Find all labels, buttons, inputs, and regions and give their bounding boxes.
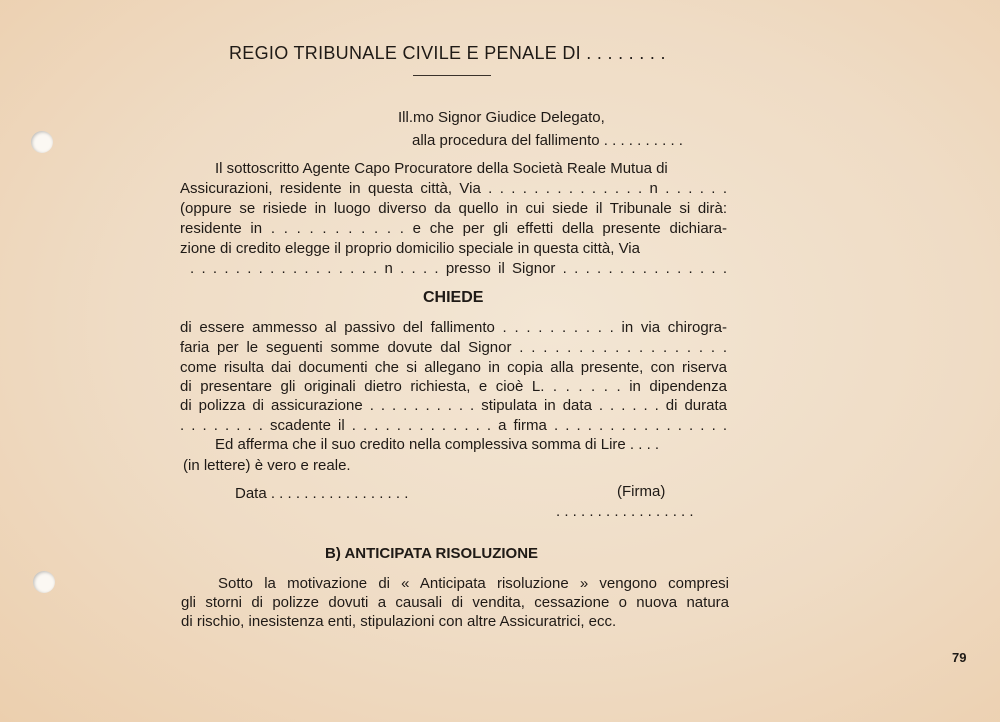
punch-hole-bottom <box>33 571 55 593</box>
punch-hole-top <box>31 131 53 153</box>
title-underline <box>413 75 491 76</box>
body2-line-6: . . . . . . . . scadente il . . . . . . . . . . . . . a firma . . . . . . . . . . . . . . . . <box>180 417 727 434</box>
signature-label: (Firma) <box>617 483 666 500</box>
body1-line-3: (oppure se risiede in luogo diverso da quello in cui siede il Tribunale si dirà: <box>180 200 727 217</box>
body2-line-2: faria per le seguenti somme dovute dal Signor . . . . . . . . . . . . . . . . . . <box>180 339 727 356</box>
body1-line-2: Assicurazioni, residente in questa città, Via . . . . . . . . . . . . . . n . . . . . . <box>180 180 727 197</box>
page-number: 79 <box>952 650 967 665</box>
date-field-label: Data . . . . . . . . . . . . . . . . . <box>235 485 409 502</box>
body1-line-1: Il sottoscritto Agente Capo Procuratore della Società Reale Mutua di <box>215 160 668 177</box>
body2-line-1: di essere ammesso al passivo del fallimento . . . . . . . . . . in via chirogra- <box>180 319 727 336</box>
body1-line-6: . . . . . . . . . . . . . . . . . n . . . . presso il Signor . . . . . . . . . . . . . . . <box>190 260 727 277</box>
section-b-line-3: di rischio, inesistenza enti, stipulazioni con altre Assicuratrici, ecc. <box>181 613 617 630</box>
body1-line-4: residente in . . . . . . . . . . . e che per gli effetti della presente dichiara- <box>180 220 727 237</box>
section-b-heading: B) ANTICIPATA RISOLUZIONE <box>325 545 539 562</box>
signature-dots: . . . . . . . . . . . . . . . . . <box>556 503 694 520</box>
salutation-line-1: Ill.mo Signor Giudice Delegato, <box>398 109 605 126</box>
body1-line-5: zione di credito elegge il proprio domicilio speciale in questa città, Via <box>180 240 640 257</box>
body3-line-2: (in lettere) è vero e reale. <box>183 457 351 474</box>
page-title: REGIO TRIBUNALE CIVILE E PENALE DI . . . . . . . . <box>229 43 666 63</box>
body2-line-3: come risulta dai documenti che si allegano in copia alla presente, con riserva <box>180 359 727 376</box>
section-b-line-2: gli storni di polizze dovuti a causali di vendita, cessazione o nuova natura <box>181 594 729 611</box>
body2-line-5: di polizza di assicurazione . . . . . . . . . . stipulata in data . . . . . . di durata <box>180 397 727 414</box>
chiede-heading: CHIEDE <box>423 289 484 306</box>
body3-line-1: Ed afferma che il suo credito nella complessiva somma di Lire . . . . <box>215 436 660 453</box>
body2-line-4: di presentare gli originali dietro richiesta, e cioè L. . . . . . . in dipendenza <box>180 378 727 395</box>
salutation-line-2: alla procedura del fallimento . . . . . . . . . . <box>412 132 683 149</box>
section-b-line-1: Sotto la motivazione di « Anticipata risoluzione » vengono compresi <box>218 575 729 592</box>
